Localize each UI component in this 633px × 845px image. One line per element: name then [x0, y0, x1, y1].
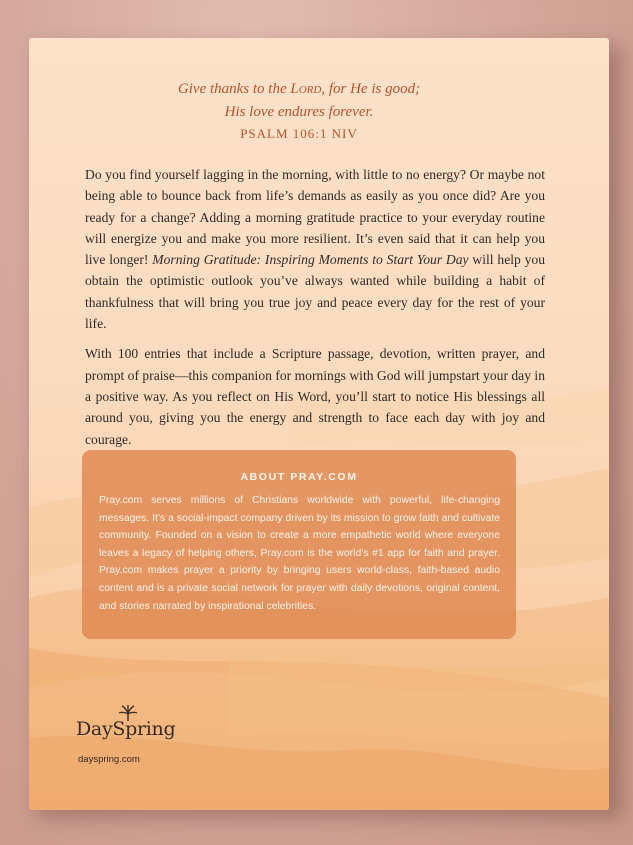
- book-description: [85, 164, 545, 459]
- quote-text: Give thanks to the: [177, 81, 291, 97]
- quote-line-2: His love endures forever.: [224, 104, 374, 120]
- book-title-italic: Morning Gratitude: Inspiring Moments to Start Your Day: [152, 252, 469, 268]
- dayspring-logo: [76, 704, 186, 744]
- quote-lord: Lord: [290, 81, 322, 97]
- quote-text: , for He is good;: [321, 81, 421, 97]
- description-text: will help you obtain the optimistic outlook you’ve always wanted while building a habit of thankfulness that will bring you true joy and peace every day for the rest of your life.: [85, 252, 546, 332]
- about-panel: [82, 450, 516, 639]
- scripture-citation: PSALM 106:1 NIV: [240, 126, 358, 141]
- description-paragraph: With 100 entries that include a Scripture passage, devotion, written prayer, and prompt of praise—this companion for mornings with God will jumpstart your day in a positive way. As you reflect on His Word, you’ll start to notice His blessings all around you, giving you the energy and strength to face each day with joy and courage.: [85, 346, 545, 447]
- book-back-cover: [29, 38, 609, 810]
- publisher-url: dayspring.com: [78, 754, 140, 765]
- scripture-quote: [29, 78, 569, 124]
- about-text: Pray.com serves millions of Christians worldwide with powerful, life-changing messages. It’s a social-impact company driven by its mission to grow faith and cultivate community. Founded on a vision to create a more empathetic world where everyone leaves a legacy of helping others, Pray.com is the world’s #1 app for faith and prayer. Pray.com makes prayer a priority by bringing users world-class, faith-based audio content and is a private social network for prayer with daily devotions, original content, and stories narrated by inspirational celebrities.: [99, 495, 500, 612]
- description-paragraph: [85, 164, 545, 334]
- description-text: Do you find yourself lagging in the morning, with little to no energy? Or maybe not being able to bounce back from life’s demands as easily as you once did? Are you ready for a change? Adding a morning gratitude practice to your everyday routine will energize you and make you more resilient. It’s even said that it can help you live longer!: [85, 167, 545, 268]
- about-title: ABOUT PRAY.COM: [240, 471, 358, 483]
- quote-line-1: [29, 78, 569, 101]
- publisher-logo-text: DaySpring: [76, 718, 176, 740]
